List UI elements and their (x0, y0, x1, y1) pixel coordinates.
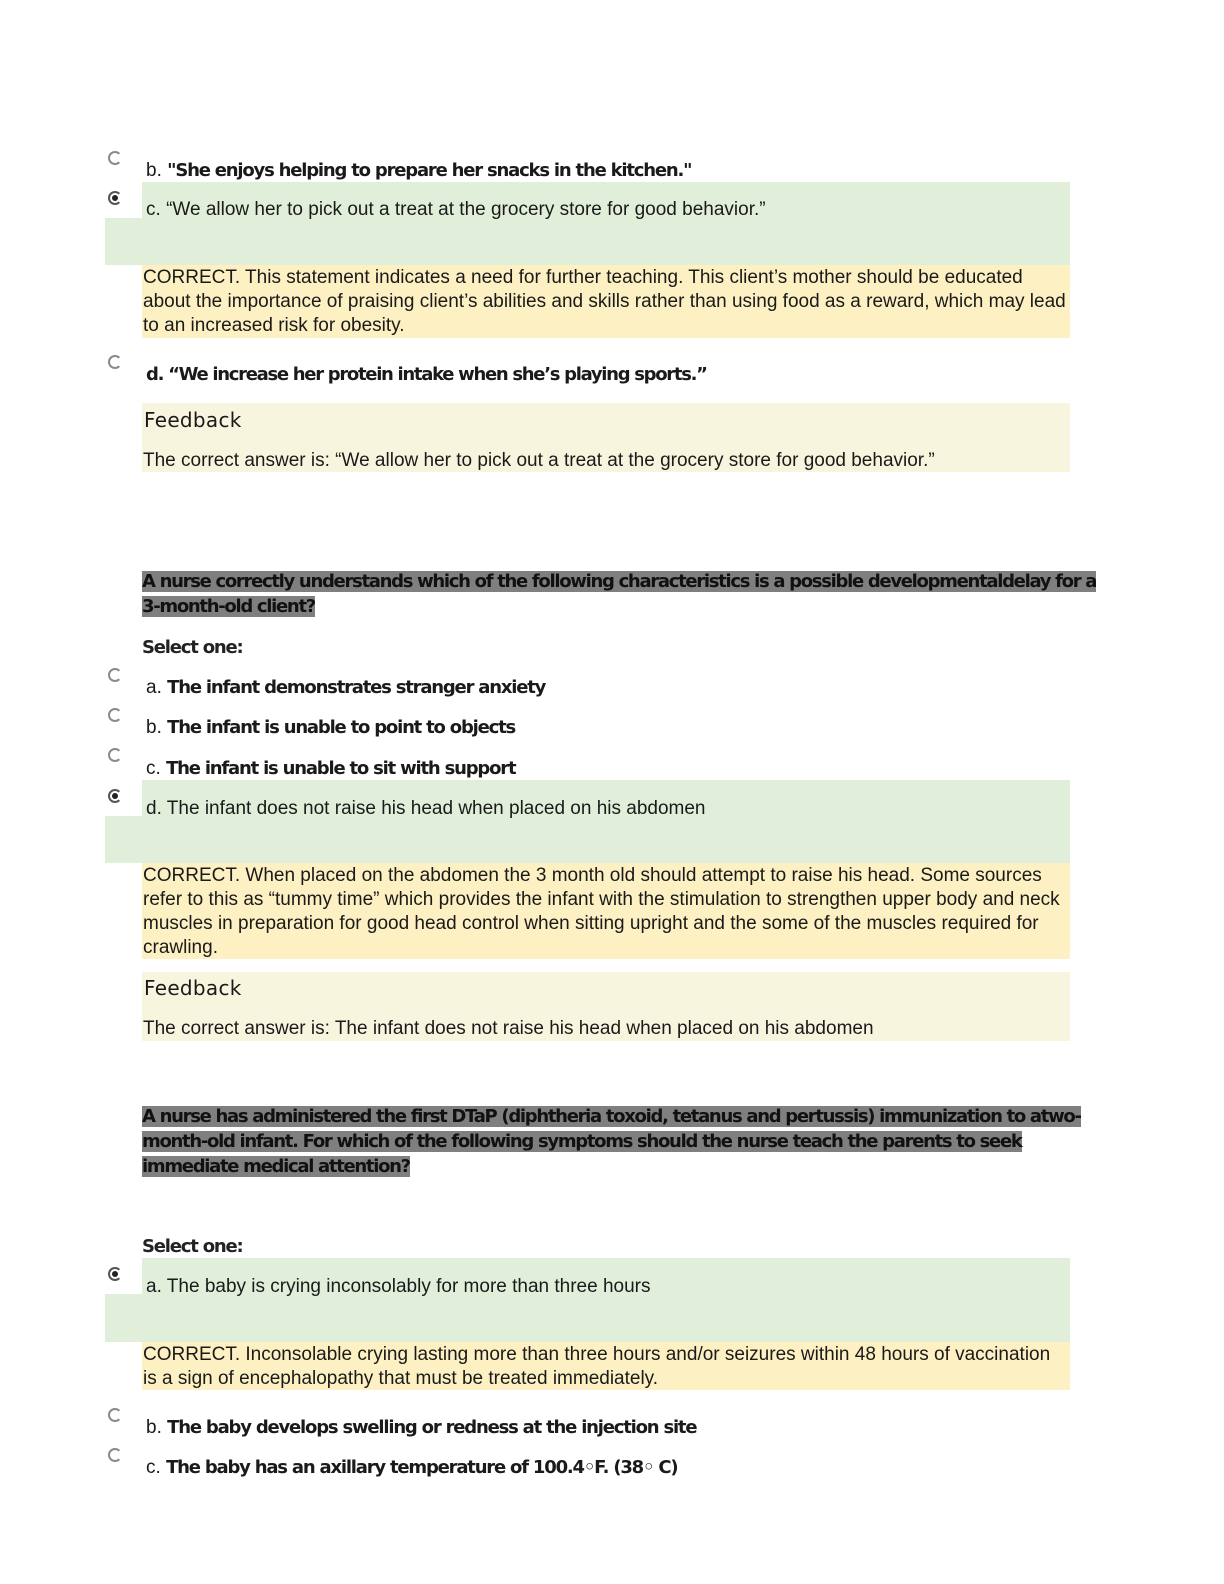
question-stem-line: A nurse has administered the first DTaP (diphtheria toxoid, tetanus and pertussis) immunization to atwo- (142, 1106, 1081, 1127)
radio-q3-b[interactable] (108, 1408, 122, 1422)
option-letter: a. (146, 677, 162, 698)
option-letter: b. (146, 717, 162, 738)
radio-q2-a[interactable] (108, 668, 122, 682)
radio-q2-b[interactable] (108, 708, 122, 722)
selected-answer-highlight (105, 1294, 1070, 1342)
option-text: The infant does not raise his head when placed on his abdomen (166, 798, 706, 819)
option-text (146, 364, 707, 385)
option-q3-b[interactable] (146, 1417, 696, 1439)
feedback-answer: The correct answer is: “We allow her to pick out a treat at the grocery store for good behavior.” (143, 450, 935, 471)
option-text: The baby has an axillary temperature of 100.4◦F. (38◦ C) (166, 1457, 678, 1478)
option-q3-a[interactable] (146, 1276, 651, 1298)
radio-q2-d[interactable] (108, 789, 122, 803)
option-q2-b[interactable] (146, 717, 515, 739)
option-q1-c[interactable] (146, 199, 766, 221)
select-one-label: Select one: (142, 637, 243, 658)
option-letter: d. (146, 364, 164, 385)
option-q2-c[interactable] (146, 758, 515, 780)
option-q1-d[interactable] (146, 364, 707, 386)
correct-explanation: CORRECT. This statement indicates a need for further teaching. This client’s mother should be educated about the importance of praising client’s abilities and skills rather than using food as a reward, which may lead to an increased risk for obesity. (142, 265, 1070, 338)
radio-q3-a[interactable] (108, 1267, 122, 1281)
option-text: The infant demonstrates stranger anxiety (167, 677, 546, 698)
option-q2-d[interactable] (146, 798, 706, 820)
radio-q3-c[interactable] (108, 1448, 122, 1462)
question-stem-line: month-old infant. For which of the following symptoms should the nurse teach the parents to seek (142, 1131, 1022, 1152)
question-stem (142, 569, 1096, 619)
option-text: The baby develops swelling or redness at the injection site (167, 1417, 697, 1438)
option-letter: c. (146, 199, 161, 220)
option-letter: b. (146, 160, 162, 181)
question-stem-line: A nurse correctly understands which of the following characteristics is a possible developmentaldelay for a (142, 571, 1097, 592)
option-letter: c. (146, 1457, 161, 1478)
option-q2-a[interactable] (146, 677, 545, 699)
selected-answer-highlight (105, 218, 1070, 265)
option-text: The infant is unable to point to objects (167, 717, 516, 738)
option-letter: c. (146, 758, 161, 779)
option-letter: b. (146, 1417, 162, 1438)
feedback-answer: The correct answer is: The infant does not raise his head when placed on his abdomen (143, 1018, 874, 1039)
question-stem-line: immediate medical attention? (142, 1156, 410, 1177)
feedback-title: Feedback (144, 976, 242, 1000)
option-q3-c[interactable] (146, 1457, 677, 1479)
option-text: The baby is crying inconsolably for more than three hours (166, 1276, 651, 1297)
radio-q1-c[interactable] (108, 191, 122, 205)
correct-explanation: CORRECT. When placed on the abdomen the 3 month old should attempt to raise his head. Some sources refer to this as “tummy time” which provides the infant with the stimulation to strengthen upper body and neck muscles in preparation for good head control when sitting upright and the some of the muscles required for crawling. (142, 863, 1070, 959)
option-letter: a. (146, 1276, 162, 1297)
option-text-body: “We increase her protein intake when she’s playing sports.” (168, 364, 707, 385)
question-stem-line: 3-month-old client? (142, 596, 315, 617)
correct-explanation: CORRECT. Inconsolable crying lasting more than three hours and/or seizures within 48 hours of vaccination is a sign of encephalopathy that must be treated immediately. (142, 1342, 1070, 1390)
selected-answer-highlight (105, 816, 1070, 863)
radio-q1-d[interactable] (108, 355, 122, 369)
option-q1-b[interactable] (146, 160, 691, 182)
select-one-label: Select one: (142, 1236, 243, 1257)
option-text: “We allow her to pick out a treat at the grocery store for good behavior.” (166, 199, 766, 220)
option-text: The infant is unable to sit with support (166, 758, 516, 779)
option-text: "She enjoys helping to prepare her snacks in the kitchen." (167, 160, 692, 181)
radio-q2-c[interactable] (108, 748, 122, 762)
feedback-title: Feedback (144, 408, 242, 432)
option-letter: d. (146, 798, 162, 819)
radio-q1-b[interactable] (108, 151, 122, 165)
question-stem (142, 1104, 1081, 1179)
